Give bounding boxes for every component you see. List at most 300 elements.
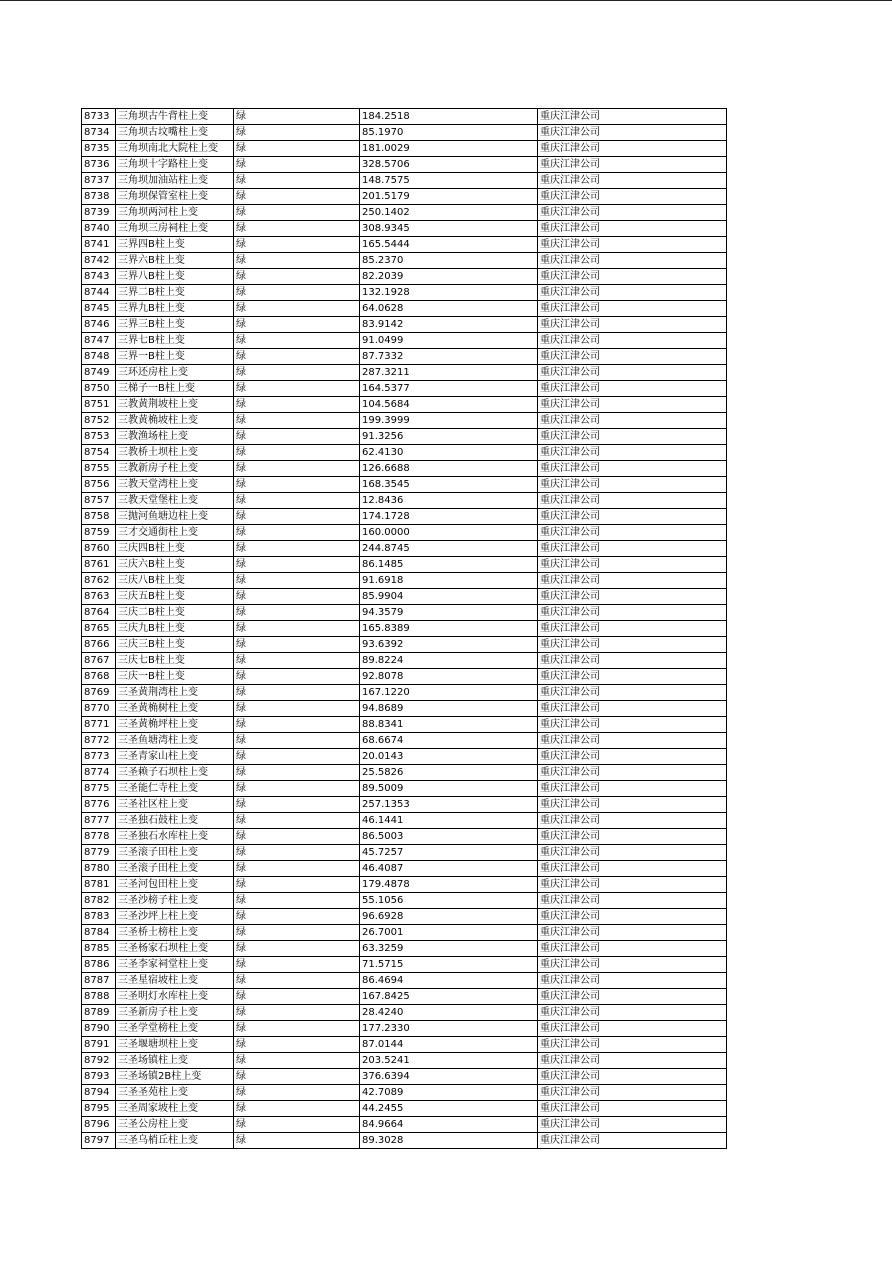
row-id-cell: 8791 [82, 1037, 116, 1053]
transformer-name-cell: 三庆九B柱上变 [116, 621, 234, 637]
row-id-cell: 8760 [82, 541, 116, 557]
transformer-name-cell: 三圣独石鼓柱上变 [116, 813, 234, 829]
status-tag-cell: 绿 [234, 525, 360, 541]
table-row [82, 1101, 727, 1117]
value-cell: 174.1728 [360, 509, 538, 525]
row-id-cell: 8770 [82, 701, 116, 717]
company-cell: 重庆江津公司 [538, 621, 727, 637]
transformer-name-cell: 三教天堂堡柱上变 [116, 493, 234, 509]
status-tag-cell: 绿 [234, 285, 360, 301]
table-row [82, 173, 727, 189]
transformer-name-cell: 三圣周家坡柱上变 [116, 1101, 234, 1117]
company-cell: 重庆江津公司 [538, 637, 727, 653]
status-tag-cell: 绿 [234, 125, 360, 141]
row-id-cell: 8743 [82, 269, 116, 285]
status-tag-cell: 绿 [234, 365, 360, 381]
row-id-cell: 8787 [82, 973, 116, 989]
table-row [82, 685, 727, 701]
company-cell: 重庆江津公司 [538, 733, 727, 749]
status-tag-cell: 绿 [234, 749, 360, 765]
status-tag-cell: 绿 [234, 877, 360, 893]
transformer-name-cell: 三圣社区柱上变 [116, 797, 234, 813]
status-tag-cell: 绿 [234, 1117, 360, 1133]
company-cell: 重庆江津公司 [538, 765, 727, 781]
value-cell: 86.1485 [360, 557, 538, 573]
status-tag-cell: 绿 [234, 397, 360, 413]
row-id-cell: 8750 [82, 381, 116, 397]
table-row [82, 253, 727, 269]
company-cell: 重庆江津公司 [538, 365, 727, 381]
transformer-name-cell: 三界四B柱上变 [116, 237, 234, 253]
row-id-cell: 8751 [82, 397, 116, 413]
table-row [82, 749, 727, 765]
table-row [82, 813, 727, 829]
status-tag-cell: 绿 [234, 541, 360, 557]
table-row [82, 1085, 727, 1101]
table-row [82, 445, 727, 461]
value-cell: 86.4694 [360, 973, 538, 989]
status-tag-cell: 绿 [234, 253, 360, 269]
status-tag-cell: 绿 [234, 141, 360, 157]
value-cell: 250.1402 [360, 205, 538, 221]
status-tag-cell: 绿 [234, 237, 360, 253]
table-row [82, 429, 727, 445]
transformer-name-cell: 三庆八B柱上变 [116, 573, 234, 589]
table-row [82, 957, 727, 973]
value-cell: 85.2370 [360, 253, 538, 269]
status-tag-cell: 绿 [234, 1101, 360, 1117]
table-row [82, 621, 727, 637]
value-cell: 89.8224 [360, 653, 538, 669]
table-row [82, 637, 727, 653]
status-tag-cell: 绿 [234, 573, 360, 589]
table-row [82, 925, 727, 941]
row-id-cell: 8733 [82, 109, 116, 125]
value-cell: 126.6688 [360, 461, 538, 477]
value-cell: 68.6674 [360, 733, 538, 749]
table-row [82, 717, 727, 733]
transformer-name-cell: 三圣场镇2B柱上变 [116, 1069, 234, 1085]
transformer-name-cell: 三圣滚子田柱上变 [116, 845, 234, 861]
table-row [82, 1053, 727, 1069]
row-id-cell: 8775 [82, 781, 116, 797]
value-cell: 181.0029 [360, 141, 538, 157]
transformer-name-cell: 三圣能仁寺柱上变 [116, 781, 234, 797]
value-cell: 184.2518 [360, 109, 538, 125]
transformer-name-cell: 三圣公房柱上变 [116, 1117, 234, 1133]
table-row [82, 381, 727, 397]
company-cell: 重庆江津公司 [538, 1117, 727, 1133]
company-cell: 重庆江津公司 [538, 525, 727, 541]
row-id-cell: 8797 [82, 1133, 116, 1149]
table-row [82, 1005, 727, 1021]
status-tag-cell: 绿 [234, 381, 360, 397]
transformer-name-cell: 三圣赖子石坝柱上变 [116, 765, 234, 781]
company-cell: 重庆江津公司 [538, 861, 727, 877]
transformer-name-cell: 三圣黄荆湾柱上变 [116, 685, 234, 701]
status-tag-cell: 绿 [234, 781, 360, 797]
row-id-cell: 8758 [82, 509, 116, 525]
company-cell: 重庆江津公司 [538, 941, 727, 957]
value-cell: 63.3259 [360, 941, 538, 957]
company-cell: 重庆江津公司 [538, 653, 727, 669]
value-cell: 92.8078 [360, 669, 538, 685]
company-cell: 重庆江津公司 [538, 973, 727, 989]
status-tag-cell: 绿 [234, 493, 360, 509]
company-cell: 重庆江津公司 [538, 829, 727, 845]
table-row [82, 765, 727, 781]
company-cell: 重庆江津公司 [538, 461, 727, 477]
status-tag-cell: 绿 [234, 189, 360, 205]
value-cell: 84.9664 [360, 1117, 538, 1133]
company-cell: 重庆江津公司 [538, 253, 727, 269]
value-cell: 167.1220 [360, 685, 538, 701]
table-row [82, 989, 727, 1005]
table-row [82, 557, 727, 573]
row-id-cell: 8749 [82, 365, 116, 381]
transformer-name-cell: 三教天堂湾柱上变 [116, 477, 234, 493]
status-tag-cell: 绿 [234, 925, 360, 941]
value-cell: 44.2455 [360, 1101, 538, 1117]
company-cell: 重庆江津公司 [538, 893, 727, 909]
row-id-cell: 8761 [82, 557, 116, 573]
transformer-name-cell: 三环还房柱上变 [116, 365, 234, 381]
status-tag-cell: 绿 [234, 861, 360, 877]
company-cell: 重庆江津公司 [538, 413, 727, 429]
table-row [82, 285, 727, 301]
table-row [82, 589, 727, 605]
row-id-cell: 8795 [82, 1101, 116, 1117]
company-cell: 重庆江津公司 [538, 925, 727, 941]
row-id-cell: 8739 [82, 205, 116, 221]
row-id-cell: 8752 [82, 413, 116, 429]
value-cell: 46.4087 [360, 861, 538, 877]
transformer-name-cell: 三庆七B柱上变 [116, 653, 234, 669]
transformer-name-cell: 三圣沙榜子柱上变 [116, 893, 234, 909]
company-cell: 重庆江津公司 [538, 589, 727, 605]
page-top-rule [0, 0, 892, 1]
company-cell: 重庆江津公司 [538, 989, 727, 1005]
value-cell: 168.3545 [360, 477, 538, 493]
row-id-cell: 8745 [82, 301, 116, 317]
row-id-cell: 8734 [82, 125, 116, 141]
value-cell: 45.7257 [360, 845, 538, 861]
value-cell: 91.6918 [360, 573, 538, 589]
transformer-name-cell: 三圣滚子田柱上变 [116, 861, 234, 877]
row-id-cell: 8766 [82, 637, 116, 653]
value-cell: 55.1056 [360, 893, 538, 909]
company-cell: 重庆江津公司 [538, 1101, 727, 1117]
status-tag-cell: 绿 [234, 797, 360, 813]
company-cell: 重庆江津公司 [538, 669, 727, 685]
company-cell: 重庆江津公司 [538, 909, 727, 925]
company-cell: 重庆江津公司 [538, 285, 727, 301]
row-id-cell: 8789 [82, 1005, 116, 1021]
value-cell: 87.0144 [360, 1037, 538, 1053]
row-id-cell: 8748 [82, 349, 116, 365]
transformer-name-cell: 三界二B柱上变 [116, 285, 234, 301]
transformer-name-cell: 三圣沙坪上柱上变 [116, 909, 234, 925]
transformer-name-cell: 三庆一B柱上变 [116, 669, 234, 685]
transformer-name-cell: 三梯子一B柱上变 [116, 381, 234, 397]
transformer-name-cell: 三角坝三房祠柱上变 [116, 221, 234, 237]
value-cell: 199.3999 [360, 413, 538, 429]
transformer-name-cell: 三角坝古牛背柱上变 [116, 109, 234, 125]
value-cell: 28.4240 [360, 1005, 538, 1021]
company-cell: 重庆江津公司 [538, 493, 727, 509]
transformer-name-cell: 三角坝南北大院柱上变 [116, 141, 234, 157]
transformer-name-cell: 三圣杨家石坝柱上变 [116, 941, 234, 957]
transformer-name-cell: 三庆四B柱上变 [116, 541, 234, 557]
table-row [82, 1069, 727, 1085]
value-cell: 83.9142 [360, 317, 538, 333]
transformer-name-cell: 三角坝保管室柱上变 [116, 189, 234, 205]
transformer-name-cell: 三圣李家祠堂柱上变 [116, 957, 234, 973]
table-row [82, 893, 727, 909]
value-cell: 148.7575 [360, 173, 538, 189]
value-cell: 308.9345 [360, 221, 538, 237]
value-cell: 132.1928 [360, 285, 538, 301]
company-cell: 重庆江津公司 [538, 317, 727, 333]
status-tag-cell: 绿 [234, 1069, 360, 1085]
company-cell: 重庆江津公司 [538, 701, 727, 717]
table-row [82, 573, 727, 589]
company-cell: 重庆江津公司 [538, 1133, 727, 1149]
table-row [82, 973, 727, 989]
company-cell: 重庆江津公司 [538, 445, 727, 461]
company-cell: 重庆江津公司 [538, 237, 727, 253]
row-id-cell: 8794 [82, 1085, 116, 1101]
status-tag-cell: 绿 [234, 509, 360, 525]
value-cell: 244.8745 [360, 541, 538, 557]
company-cell: 重庆江津公司 [538, 141, 727, 157]
table-row [82, 397, 727, 413]
company-cell: 重庆江津公司 [538, 685, 727, 701]
transformer-name-cell: 三教桥土坝柱上变 [116, 445, 234, 461]
value-cell: 165.8389 [360, 621, 538, 637]
row-id-cell: 8765 [82, 621, 116, 637]
company-cell: 重庆江津公司 [538, 397, 727, 413]
transformer-name-cell: 三圣明灯水库柱上变 [116, 989, 234, 1005]
table-row [82, 109, 727, 125]
value-cell: 164.5377 [360, 381, 538, 397]
value-cell: 88.8341 [360, 717, 538, 733]
company-cell: 重庆江津公司 [538, 1069, 727, 1085]
row-id-cell: 8771 [82, 717, 116, 733]
status-tag-cell: 绿 [234, 1021, 360, 1037]
company-cell: 重庆江津公司 [538, 1053, 727, 1069]
status-tag-cell: 绿 [234, 621, 360, 637]
table-row [82, 349, 727, 365]
status-tag-cell: 绿 [234, 349, 360, 365]
transformer-name-cell: 三界六B柱上变 [116, 253, 234, 269]
status-tag-cell: 绿 [234, 957, 360, 973]
transformer-name-cell: 三圣青家山柱上变 [116, 749, 234, 765]
value-cell: 179.4878 [360, 877, 538, 893]
transformer-name-cell: 三界九B柱上变 [116, 301, 234, 317]
table-row [82, 269, 727, 285]
table-row [82, 509, 727, 525]
value-cell: 89.5009 [360, 781, 538, 797]
row-id-cell: 8738 [82, 189, 116, 205]
company-cell: 重庆江津公司 [538, 173, 727, 189]
status-tag-cell: 绿 [234, 845, 360, 861]
status-tag-cell: 绿 [234, 1133, 360, 1149]
value-cell: 203.5241 [360, 1053, 538, 1069]
status-tag-cell: 绿 [234, 157, 360, 173]
table-row [82, 301, 727, 317]
value-cell: 46.1441 [360, 813, 538, 829]
table-row [82, 829, 727, 845]
company-cell: 重庆江津公司 [538, 797, 727, 813]
table-row [82, 413, 727, 429]
company-cell: 重庆江津公司 [538, 1037, 727, 1053]
status-tag-cell: 绿 [234, 829, 360, 845]
company-cell: 重庆江津公司 [538, 1005, 727, 1021]
data-table [81, 108, 727, 1149]
value-cell: 89.3028 [360, 1133, 538, 1149]
transformer-name-cell: 三庆二B柱上变 [116, 605, 234, 621]
table-row [82, 205, 727, 221]
row-id-cell: 8764 [82, 605, 116, 621]
row-id-cell: 8746 [82, 317, 116, 333]
table-row [82, 1037, 727, 1053]
status-tag-cell: 绿 [234, 637, 360, 653]
company-cell: 重庆江津公司 [538, 349, 727, 365]
row-id-cell: 8778 [82, 829, 116, 845]
table-body [82, 109, 727, 1149]
company-cell: 重庆江津公司 [538, 269, 727, 285]
row-id-cell: 8781 [82, 877, 116, 893]
transformer-name-cell: 三庆三B柱上变 [116, 637, 234, 653]
transformer-name-cell: 三抛河鱼塘边柱上变 [116, 509, 234, 525]
table-row [82, 701, 727, 717]
row-id-cell: 8741 [82, 237, 116, 253]
transformer-name-cell: 三角坝两河柱上变 [116, 205, 234, 221]
status-tag-cell: 绿 [234, 477, 360, 493]
value-cell: 62.4130 [360, 445, 538, 461]
transformer-name-cell: 三才交通街柱上变 [116, 525, 234, 541]
company-cell: 重庆江津公司 [538, 205, 727, 221]
transformer-name-cell: 三庆五B柱上变 [116, 589, 234, 605]
status-tag-cell: 绿 [234, 653, 360, 669]
transformer-name-cell: 三角坝加油站柱上变 [116, 173, 234, 189]
transformer-name-cell: 三圣黄桷坪柱上变 [116, 717, 234, 733]
table-row [82, 909, 727, 925]
table-row [82, 333, 727, 349]
status-tag-cell: 绿 [234, 973, 360, 989]
row-id-cell: 8792 [82, 1053, 116, 1069]
status-tag-cell: 绿 [234, 557, 360, 573]
table-row [82, 525, 727, 541]
row-id-cell: 8737 [82, 173, 116, 189]
value-cell: 20.0143 [360, 749, 538, 765]
status-tag-cell: 绿 [234, 989, 360, 1005]
transformer-name-cell: 三教黄荆坡柱上变 [116, 397, 234, 413]
company-cell: 重庆江津公司 [538, 189, 727, 205]
status-tag-cell: 绿 [234, 1037, 360, 1053]
status-tag-cell: 绿 [234, 269, 360, 285]
row-id-cell: 8779 [82, 845, 116, 861]
value-cell: 94.3579 [360, 605, 538, 621]
table-row [82, 461, 727, 477]
row-id-cell: 8784 [82, 925, 116, 941]
value-cell: 25.5826 [360, 765, 538, 781]
value-cell: 104.5684 [360, 397, 538, 413]
transformer-name-cell: 三圣独石水库柱上变 [116, 829, 234, 845]
transformer-name-cell: 三角坝十字路柱上变 [116, 157, 234, 173]
status-tag-cell: 绿 [234, 813, 360, 829]
company-cell: 重庆江津公司 [538, 109, 727, 125]
row-id-cell: 8754 [82, 445, 116, 461]
row-id-cell: 8753 [82, 429, 116, 445]
company-cell: 重庆江津公司 [538, 557, 727, 573]
table-row [82, 125, 727, 141]
status-tag-cell: 绿 [234, 1085, 360, 1101]
row-id-cell: 8742 [82, 253, 116, 269]
table-row [82, 365, 727, 381]
transformer-name-cell: 三角坝古坟嘴柱上变 [116, 125, 234, 141]
row-id-cell: 8757 [82, 493, 116, 509]
table-row [82, 221, 727, 237]
table-row [82, 1133, 727, 1149]
row-id-cell: 8755 [82, 461, 116, 477]
table-row [82, 157, 727, 173]
table-row [82, 1117, 727, 1133]
table-row [82, 237, 727, 253]
value-cell: 93.6392 [360, 637, 538, 653]
table-row [82, 541, 727, 557]
value-cell: 42.7089 [360, 1085, 538, 1101]
table-row [82, 781, 727, 797]
row-id-cell: 8747 [82, 333, 116, 349]
table-row [82, 1021, 727, 1037]
row-id-cell: 8740 [82, 221, 116, 237]
company-cell: 重庆江津公司 [538, 957, 727, 973]
transformer-name-cell: 三界八B柱上变 [116, 269, 234, 285]
status-tag-cell: 绿 [234, 717, 360, 733]
value-cell: 94.8689 [360, 701, 538, 717]
transformer-name-cell: 三圣场镇柱上变 [116, 1053, 234, 1069]
row-id-cell: 8793 [82, 1069, 116, 1085]
table-row [82, 477, 727, 493]
status-tag-cell: 绿 [234, 701, 360, 717]
table-row [82, 669, 727, 685]
table-row [82, 733, 727, 749]
company-cell: 重庆江津公司 [538, 877, 727, 893]
company-cell: 重庆江津公司 [538, 845, 727, 861]
row-id-cell: 8788 [82, 989, 116, 1005]
row-id-cell: 8773 [82, 749, 116, 765]
row-id-cell: 8780 [82, 861, 116, 877]
row-id-cell: 8790 [82, 1021, 116, 1037]
row-id-cell: 8756 [82, 477, 116, 493]
value-cell: 71.5715 [360, 957, 538, 973]
row-id-cell: 8759 [82, 525, 116, 541]
company-cell: 重庆江津公司 [538, 541, 727, 557]
transformer-name-cell: 三教新房子柱上变 [116, 461, 234, 477]
status-tag-cell: 绿 [234, 1053, 360, 1069]
value-cell: 64.0628 [360, 301, 538, 317]
row-id-cell: 8796 [82, 1117, 116, 1133]
transformer-name-cell: 三教黄桷坡柱上变 [116, 413, 234, 429]
row-id-cell: 8777 [82, 813, 116, 829]
value-cell: 87.7332 [360, 349, 538, 365]
row-id-cell: 8774 [82, 765, 116, 781]
company-cell: 重庆江津公司 [538, 477, 727, 493]
value-cell: 91.3256 [360, 429, 538, 445]
row-id-cell: 8783 [82, 909, 116, 925]
